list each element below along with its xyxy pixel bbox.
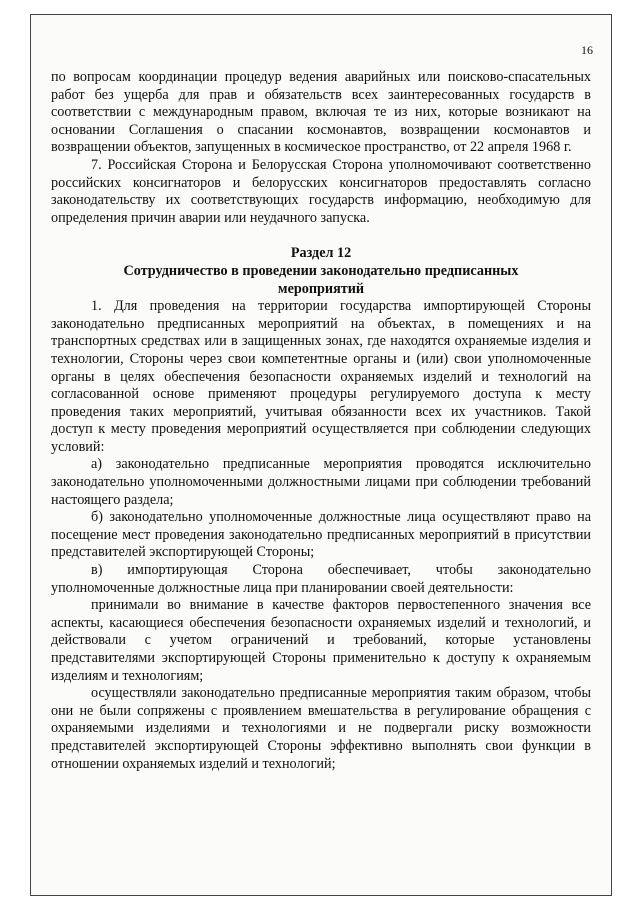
paragraph-continued: по вопросам координации процедур ведения аварийных или поисково-спасательных работ без ущерба для прав и обязательств всех заинтересованных государств в соответствии с международным правом, включая те из них, которые возникают на основании Соглашения о спасании космонавтов, возвращении космонавтов и возвращении объектов, запущенных в космическое пространство, от 22 апреля 1968 г. — [51, 69, 591, 156]
paragraph-item-7: 7. Российская Сторона и Белорусская Сторона уполномочивают соответственно российских консигнаторов и белорусских консигнаторов предоставлять согласно законодательству их соответствующих государств информацию, необходимую для определения причин аварии или неудачного запуска. — [51, 156, 591, 226]
paragraph-subitem-v: в) импортирующая Сторона обеспечивает, чтобы законодательно уполномоченные должностные лица при планировании своей деятельности: — [51, 562, 591, 596]
section-number-heading: Раздел 12 — [290, 245, 352, 262]
page-number: 16 — [581, 43, 593, 57]
paragraph-subitem-b: б) законодательно уполномоченные должностные лица осуществляют право на посещение мест проведения законодательно предписанных мероприятий в присутствии представителей экспортирующей Стороны; — [51, 509, 591, 561]
page-content — [51, 69, 591, 773]
paragraph-condition-2: осуществляли законодательно предписанные мероприятия таким образом, чтобы они не были сопряжены с проявлением вмешательства в регулирование обращения с охраняемыми изделиями и технологиями и не подвергали риску возможности представителей экспортирующей Стороны эффективно выполнять свои функции в отношении охраняемых изделий и технологий; — [51, 685, 591, 772]
paragraph-item-1: 1. Для проведения на территории государства импортирующей Стороны законодательно предписанных мероприятий на объектах, в помещениях и на транспортных средствах или в защищенных зонах, где находятся охраняемые изделия и технологии, Стороны через свои компетентные органы и (или) свои уполномоченные органы в целях обеспечения безопасности охраняемых изделий и технологий на согласованной основе применяют процедуры регулируемого доступа к месту проведения таких мероприятий, учитывая обязанности всех их участников. Такой доступ к месту проведения мероприятий осуществляется при соблюдении следующих условий: — [51, 298, 591, 455]
paragraph-subitem-a: а) законодательно предписанные мероприятия проводятся исключительно законодательно уполномоченными должностными лицами при соблюдении требований настоящего раздела; — [51, 456, 591, 508]
paragraph-condition-1: принимали во внимание в качестве факторов первостепенного значения все аспекты, касающиеся обеспечения безопасности охраняемых изделий и технологий, и действовали с учетом ограничений и требований, которые установлены представителями экспортирующей Стороны применительно к доступу к охраняемым изделиям и технологиям; — [51, 597, 591, 684]
document-page — [30, 14, 612, 896]
section-title-heading: Сотрудничество в проведении законодательно предписанных мероприятий — [123, 262, 519, 297]
